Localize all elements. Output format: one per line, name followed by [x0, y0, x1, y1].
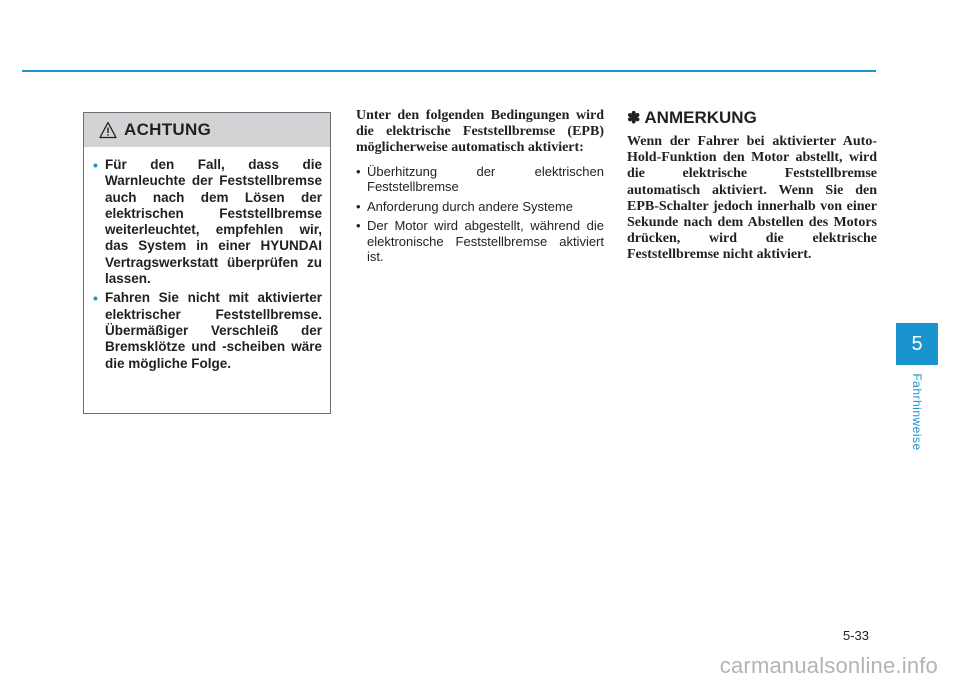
bullet-dot: • — [356, 198, 361, 214]
warning-item — [92, 157, 322, 287]
note-star-icon: ✽ — [627, 110, 641, 127]
warning-item-text: Für den Fall, dass die Warnleuchte der Feststellbremse auch nach dem Lösen der elektrischen Feststellbremse weiterleuchtet, empfehlen wir, das System in einer HYUNDAI Vertragswerkstatt überprüfen zu lassen. — [105, 157, 322, 287]
list-item — [356, 164, 604, 195]
warning-item-text: Fahren Sie nicht mit aktivierter elektrischer Feststellbremse. Übermäßiger Verschleiß der Bremsklötze und -scheiben wäre die mögliche Folge. — [105, 290, 322, 371]
note-section — [627, 108, 877, 264]
note-title: ANMERKUNG — [644, 108, 757, 127]
warning-box — [83, 112, 331, 414]
list-item-text: Überhitzung der elektrischen Feststellbremse — [367, 163, 604, 195]
warning-item — [92, 290, 322, 371]
epb-conditions-list — [356, 164, 604, 265]
bullet-dot: • — [93, 157, 98, 173]
middle-column — [356, 108, 604, 269]
warning-triangle-icon — [99, 121, 117, 139]
bullet-dot: • — [356, 163, 361, 179]
list-item-text: Anforderung durch andere Systeme — [367, 198, 573, 214]
note-header — [627, 108, 877, 128]
warning-title: ACHTUNG — [124, 120, 212, 139]
bullet-dot: • — [356, 218, 361, 234]
page-number: 5-33 — [843, 628, 870, 643]
list-item — [356, 218, 604, 265]
warning-body — [84, 147, 330, 372]
top-rule — [22, 70, 876, 72]
note-text: Wenn der Fahrer bei aktivierter Auto-Hold-Funktion den Motor abstellt, wird die elektrische Feststellbremse automatisch aktiviert. Wenn Sie den EPB-Schalter jedoch innerhalb von einer Sekunde nach dem Abstellen des Motors drücken, wird die elektrische Feststellbremse nicht aktiviert. — [627, 134, 877, 263]
chapter-label: Fahrhinweise — [910, 373, 924, 451]
epb-intro-paragraph: Unter den folgenden Bedingungen wird die elektrische Feststellbremse (EPB) möglicherweise automatisch aktiviert: — [356, 108, 604, 156]
bullet-dot: • — [93, 290, 98, 307]
list-item — [356, 199, 604, 215]
chapter-number: 5 — [911, 332, 923, 355]
chapter-tab — [896, 323, 938, 365]
warning-header — [84, 113, 330, 147]
watermark: carmanualsonline.info — [719, 653, 938, 678]
list-item-text: Der Motor wird abgestellt, während die elektronische Feststellbremse aktiviert ist. — [367, 218, 604, 265]
